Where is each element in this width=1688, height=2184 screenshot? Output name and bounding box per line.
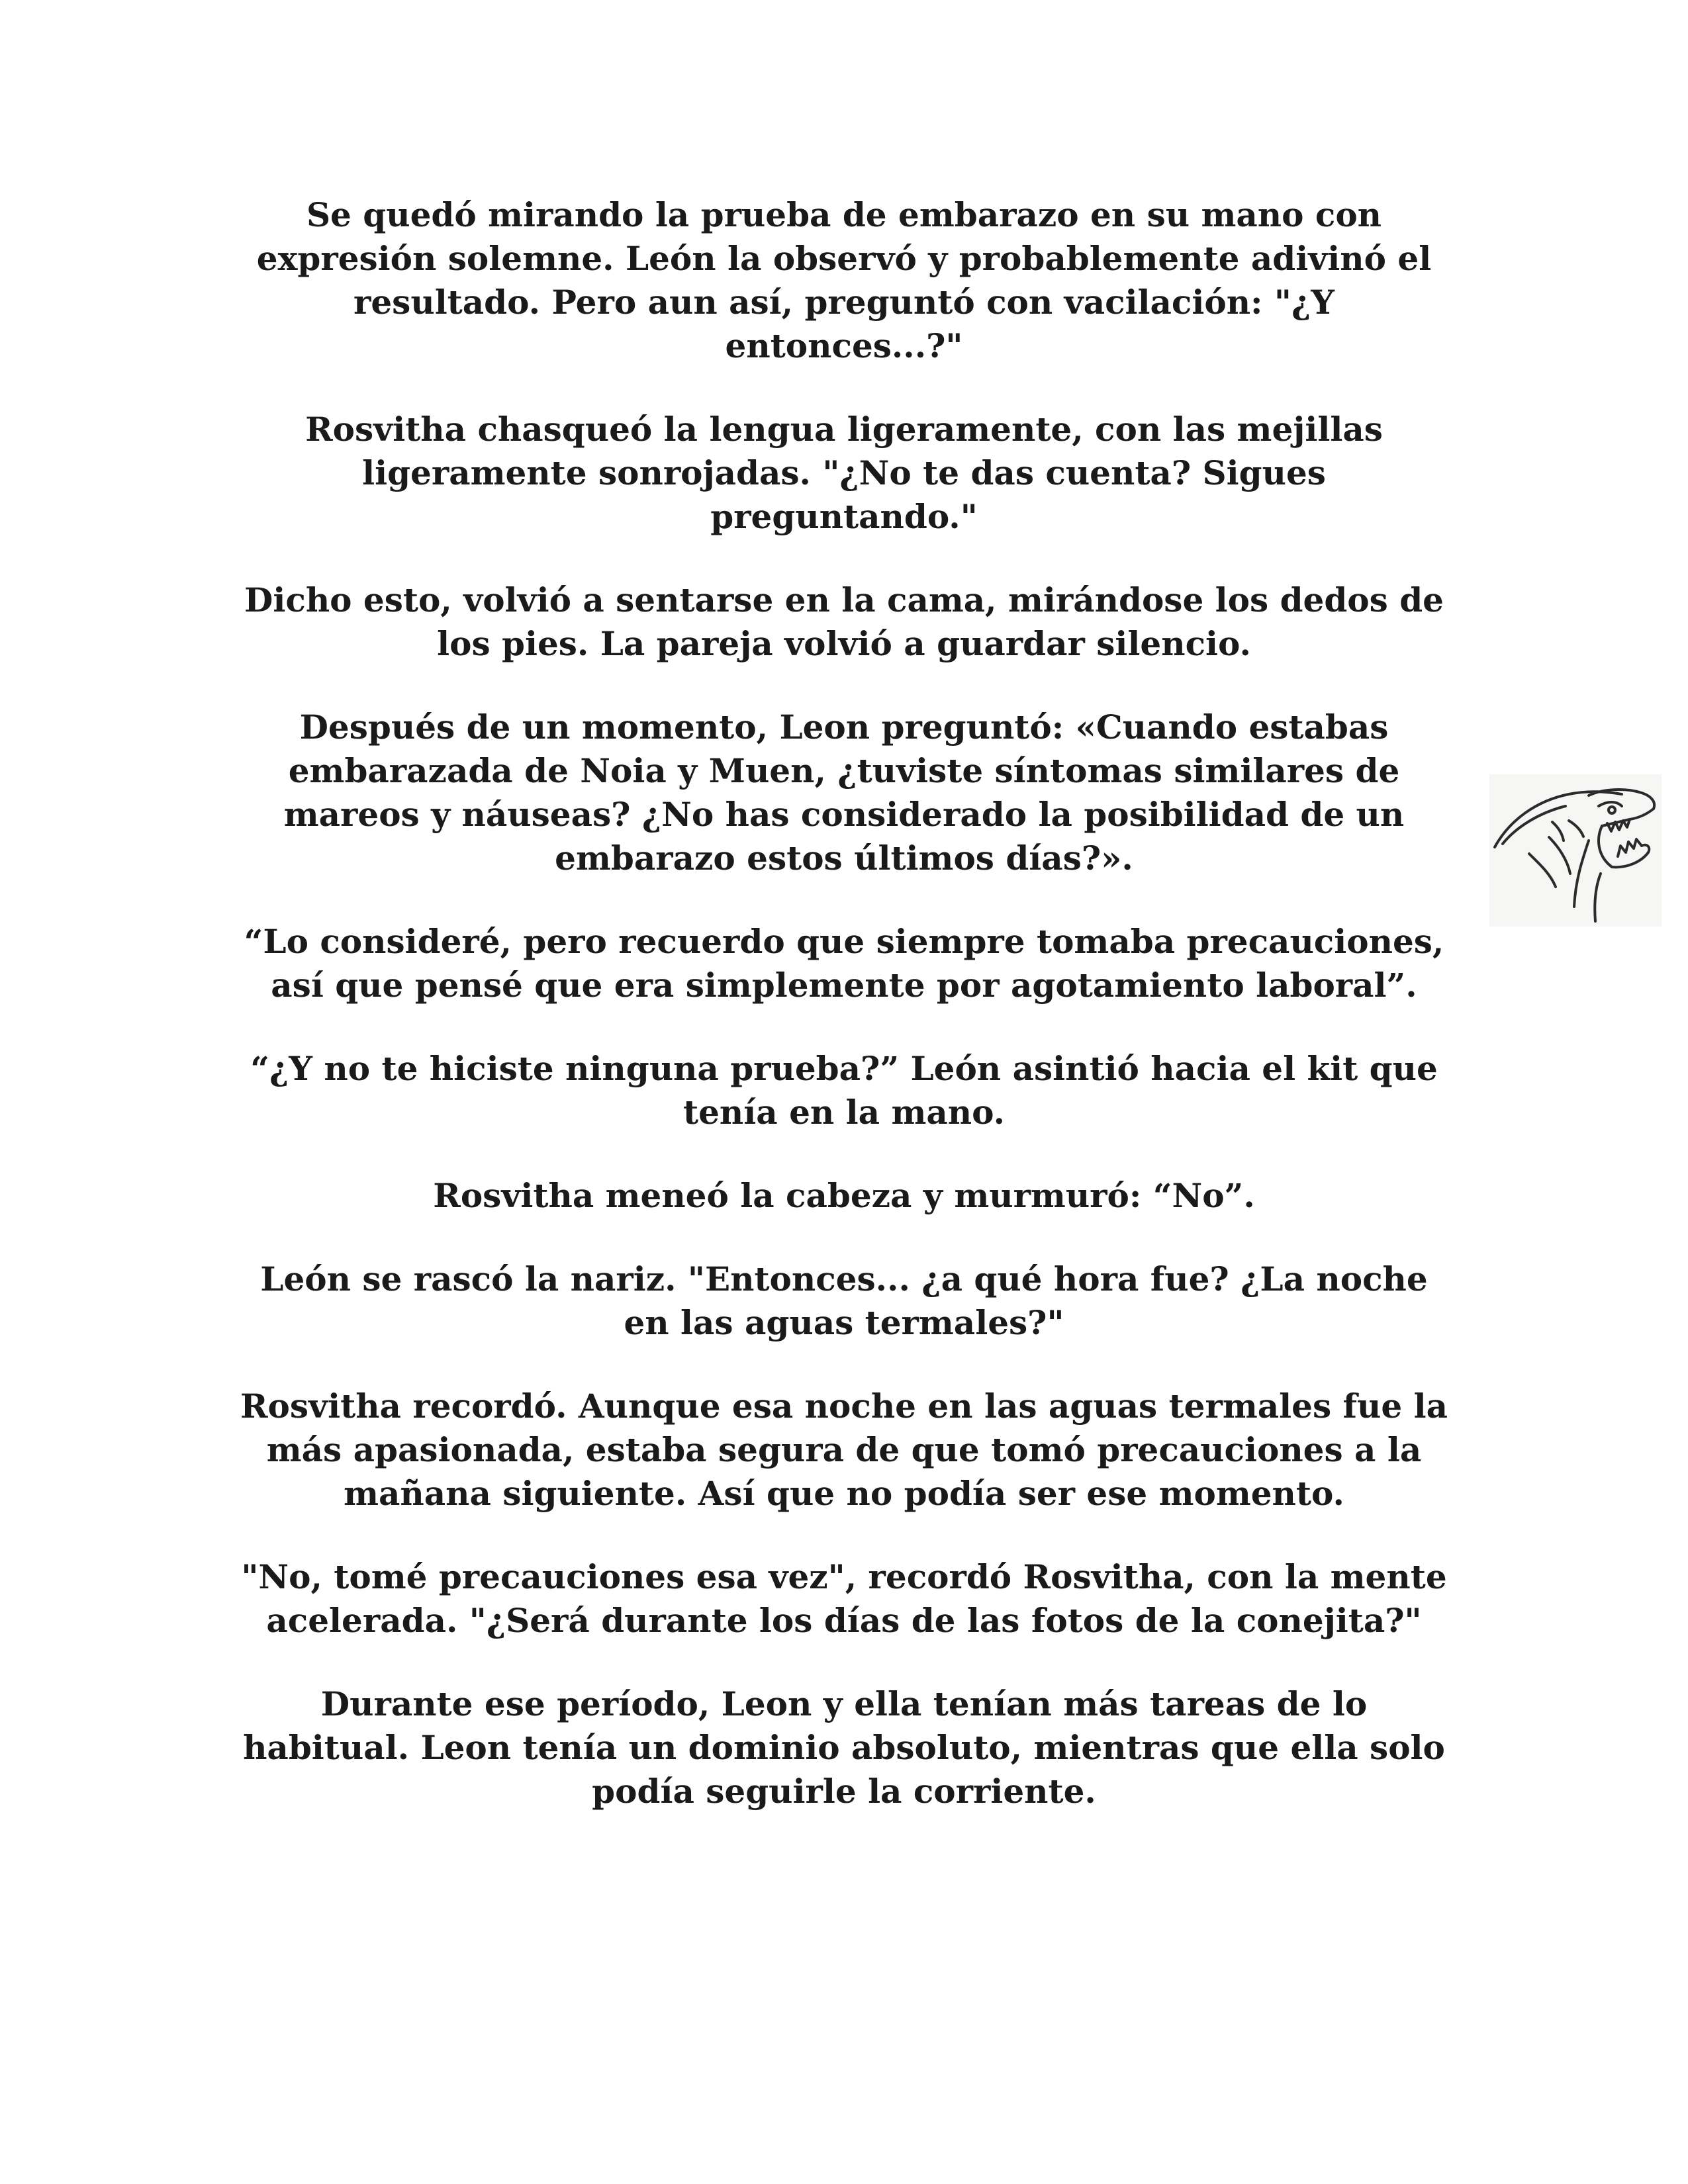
- paragraph: Durante ese período, Leon y ella tenían más tareas de lo habitual. Leon tenía un dominio absoluto, mientras que ella solo podía seguirle la corriente.: [243, 1684, 1445, 1811]
- text-column: [238, 193, 1450, 1853]
- paragraph: León se rascó la nariz. "Entonces... ¿a qué hora fue? ¿La noche en las aguas termales?": [260, 1259, 1428, 1342]
- paragraph: Rosvitha meneó la cabeza y murmuró: “No”.: [433, 1176, 1255, 1215]
- dinosaur-sketch-icon: [1489, 774, 1662, 927]
- paragraph: Rosvitha recordó. Aunque esa noche en las aguas termales fue la más apasionada, estaba segura de que tomó precauciones a la mañana siguiente. Así que no podía ser ese momento.: [240, 1387, 1448, 1513]
- paragraph: "No, tomé precauciones esa vez", recordó Rosvitha, con la mente acelerada. "¿Será durante los días de las fotos de la conejita?": [241, 1557, 1447, 1640]
- paragraph: Se quedó mirando la prueba de embarazo en su mano con expresión solemne. León la observó y probablemente adivinó el resultado. Pero aun así, preguntó con vacilación: "¿Y entonces...?": [256, 195, 1432, 365]
- paragraph: Después de un momento, Leon preguntó: «Cuando estabas embarazada de Noia y Muen, ¿tuviste síntomas similares de mareos y náuseas? ¿No has considerado la posibilidad de un embarazo estos últimos días?».: [283, 707, 1405, 878]
- paragraph: Dicho esto, volvió a sentarse en la cama, mirándose los dedos de los pies. La pareja volvió a guardar silencio.: [244, 580, 1444, 663]
- paragraph: “¿Y no te hiciste ninguna prueba?” León asintió hacia el kit que tenía en la mano.: [250, 1049, 1438, 1132]
- paragraph: Rosvitha chasqueó la lengua ligeramente, con las mejillas ligeramente sonrojadas. "¿No te das cuenta? Sigues preguntando.": [305, 410, 1383, 536]
- paragraph: “Lo consideré, pero recuerdo que siempre tomaba precauciones, así que pensé que era simplemente por agotamiento laboral”.: [244, 922, 1444, 1005]
